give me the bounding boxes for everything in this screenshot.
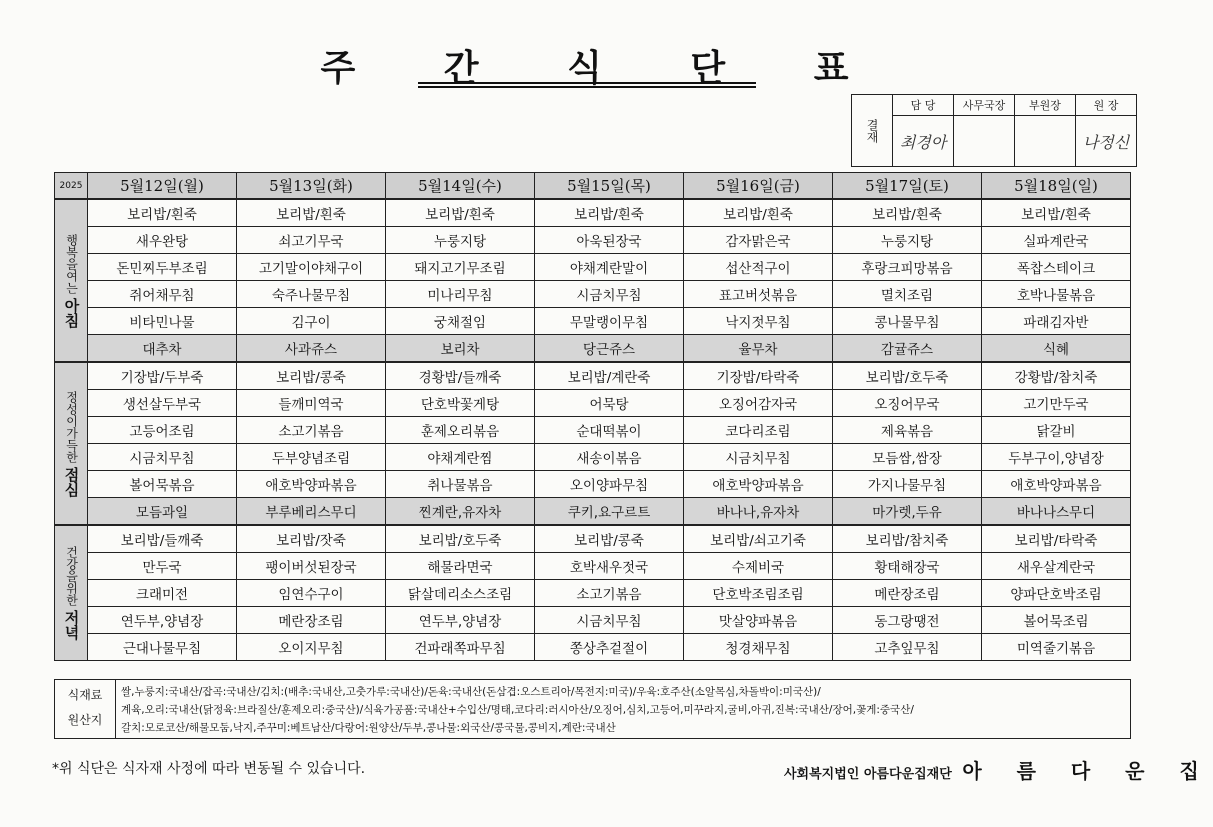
menu-item: 보리밥/잣죽 <box>237 525 386 553</box>
menu-item: 새우완탕 <box>88 227 237 254</box>
origin-label-line: 식재료 <box>67 688 103 702</box>
menu-item: 고등어조림 <box>88 417 237 444</box>
menu-item: 시금치무침 <box>88 444 237 471</box>
breakfast-row <box>55 227 1131 254</box>
menu-item: 훈제오리볶음 <box>386 417 535 444</box>
menu-item: 표고버섯볶음 <box>684 281 833 308</box>
menu-item: 강황밥/참치죽 <box>982 362 1131 390</box>
title-underline <box>418 82 756 84</box>
breakfast-side-item: 식혜 <box>982 335 1131 363</box>
approval-signature <box>954 116 1015 167</box>
menu-item: 메란장조림 <box>237 607 386 634</box>
menu-item: 호박나물볶음 <box>982 281 1131 308</box>
menu-item: 건파래쪽파무침 <box>386 634 535 661</box>
menu-item: 실파계란국 <box>982 227 1131 254</box>
menu-item: 제육볶음 <box>833 417 982 444</box>
menu-item: 폭찹스테이크 <box>982 254 1131 281</box>
menu-item: 멸치조림 <box>833 281 982 308</box>
menu-item: 두부구이,양념장 <box>982 444 1131 471</box>
menu-item: 야채계란말이 <box>535 254 684 281</box>
menu-item: 시금치무침 <box>535 281 684 308</box>
lunch-row <box>55 498 1131 526</box>
menu-item: 시금치무침 <box>684 444 833 471</box>
menu-item: 야채계란찜 <box>386 444 535 471</box>
approval-role: 부원장 <box>1015 95 1076 116</box>
organization-name <box>784 755 1213 784</box>
menu-item: 청경채무침 <box>684 634 833 661</box>
breakfast-side-item: 율무차 <box>684 335 833 363</box>
menu-item: 새우살계란국 <box>982 553 1131 580</box>
day-header: 5월14일(수) <box>386 173 535 200</box>
menu-item: 팽이버섯된장국 <box>237 553 386 580</box>
menu-item: 애호박양파볶음 <box>237 471 386 498</box>
menu-item: 궁채절임 <box>386 308 535 335</box>
menu-item: 애호박양파볶음 <box>684 471 833 498</box>
menu-item: 보리밥/콩죽 <box>535 525 684 553</box>
menu-item: 쥐어채무침 <box>88 281 237 308</box>
menu-item: 누룽지탕 <box>833 227 982 254</box>
lunch-row <box>55 390 1131 417</box>
menu-item: 두부양념조림 <box>237 444 386 471</box>
menu-item: 새송이볶음 <box>535 444 684 471</box>
menu-item: 보리밥/계란죽 <box>535 362 684 390</box>
menu-item: 오징어감자국 <box>684 390 833 417</box>
menu-item: 동그랑땡전 <box>833 607 982 634</box>
menu-item: 호박새우젓국 <box>535 553 684 580</box>
menu-item: 들깨미역국 <box>237 390 386 417</box>
menu-item: 기장밥/타락죽 <box>684 362 833 390</box>
menu-item: 보리밥/콩죽 <box>237 362 386 390</box>
menu-item: 쫑상추겉절이 <box>535 634 684 661</box>
day-header: 5월17일(토) <box>833 173 982 200</box>
menu-item: 코다리조림 <box>684 417 833 444</box>
day-header: 5월13일(화) <box>237 173 386 200</box>
menu-item: 낙지젓무침 <box>684 308 833 335</box>
lunch-side-item: 바나나스무디 <box>982 498 1131 526</box>
menu-item: 어묵탕 <box>535 390 684 417</box>
menu-item: 애호박양파볶음 <box>982 471 1131 498</box>
signature-director: 나정신 <box>1082 132 1130 152</box>
dinner-label-big: 저녁 <box>62 610 81 640</box>
lunch-row <box>55 444 1131 471</box>
menu-item: 닭살데리소스조림 <box>386 580 535 607</box>
menu-item: 보리밥/흰죽 <box>386 199 535 227</box>
dinner-row <box>55 634 1131 661</box>
menu-item: 보리밥/들깨죽 <box>88 525 237 553</box>
origin-line: 계육,오리:국내산(닭정육:브라질산/훈제오리:중국산)/식육가공품:국내산+수입산/명태,코다리:러시아산/오징어,심치,고등어,미꾸라지,굴비,아귀,진복:국내산/장어,꽃게:중국산/ <box>121 704 914 716</box>
menu-item: 볼어묵볶음 <box>88 471 237 498</box>
dinner-row <box>55 525 1131 553</box>
menu-item: 양파단호박조림 <box>982 580 1131 607</box>
menu-item: 보리밥/호두죽 <box>386 525 535 553</box>
menu-item: 고추잎무침 <box>833 634 982 661</box>
day-header: 5월16일(금) <box>684 173 833 200</box>
menu-item: 아욱된장국 <box>535 227 684 254</box>
menu-item: 황태해장국 <box>833 553 982 580</box>
menu-item: 비타민나물 <box>88 308 237 335</box>
menu-item: 순대떡볶이 <box>535 417 684 444</box>
menu-item: 고기말이야채구이 <box>237 254 386 281</box>
lunch-side-item: 쿠키,요구르트 <box>535 498 684 526</box>
day-header: 5월12일(월) <box>88 173 237 200</box>
lunch-row <box>55 417 1131 444</box>
menu-item: 시금치무침 <box>535 607 684 634</box>
breakfast-side-item: 감귤쥬스 <box>833 335 982 363</box>
menu-item: 돈민찌두부조림 <box>88 254 237 281</box>
lunch-side-item: 모듬과일 <box>88 498 237 526</box>
lunch-side-item: 부루베리스무디 <box>237 498 386 526</box>
organization-prefix: 사회복지법인 아름다운집재단 <box>784 767 952 782</box>
menu-item: 모듬쌈,쌈장 <box>833 444 982 471</box>
menu-item: 맛살양파볶음 <box>684 607 833 634</box>
breakfast-label-big: 아침 <box>62 297 81 328</box>
menu-item: 누룽지탕 <box>386 227 535 254</box>
menu-item: 보리밥/흰죽 <box>982 199 1131 227</box>
menu-item: 보리밥/참치죽 <box>833 525 982 553</box>
origin-label <box>55 680 116 738</box>
approval-role: 원 장 <box>1076 95 1137 116</box>
menu-item: 닭갈비 <box>982 417 1131 444</box>
menu-item: 임연수구이 <box>237 580 386 607</box>
lunch-label <box>55 362 88 525</box>
signature-staff: 최경아 <box>899 132 947 152</box>
page-title: 주 간 식 단 표 <box>320 48 887 89</box>
lunch-side-item: 마가렛,두유 <box>833 498 982 526</box>
ingredient-origin-box <box>54 679 1131 739</box>
breakfast-side-item: 사과쥬스 <box>237 335 386 363</box>
menu-item: 보리밥/흰죽 <box>88 199 237 227</box>
approval-row-label: 결재 <box>852 95 893 167</box>
menu-item: 보리밥/흰죽 <box>684 199 833 227</box>
menu-item: 취나물볶음 <box>386 471 535 498</box>
origin-line: 쌀,누룽지:국내산/잡곡:국내산/김치:(배추:국내산,고춧가루:국내산)/돈육:국내산(돈삼겹:오스트리아/목전지:미국)/우육:호주산(소알목심,차돌박이:미국산)/ <box>121 686 821 698</box>
year-label: 2025 <box>55 173 88 200</box>
menu-item: 오이지무침 <box>237 634 386 661</box>
breakfast-row <box>55 199 1131 227</box>
menu-change-notice: *위 식단은 식자재 사정에 따라 변동될 수 있습니다. <box>52 761 366 777</box>
menu-item: 메란장조림 <box>833 580 982 607</box>
dinner-row <box>55 607 1131 634</box>
menu-item: 볼어묵조림 <box>982 607 1131 634</box>
organization-title: 아 름 다 운 집 <box>962 759 1213 783</box>
menu-item: 보리밥/흰죽 <box>535 199 684 227</box>
menu-item: 가지나물무침 <box>833 471 982 498</box>
menu-item: 생선살두부국 <box>88 390 237 417</box>
menu-item: 단호박꽃게탕 <box>386 390 535 417</box>
dinner-row <box>55 553 1131 580</box>
title-underline-second <box>418 86 756 88</box>
approval-signature <box>1076 116 1137 167</box>
breakfast-row <box>55 308 1131 335</box>
weekly-menu-table <box>54 172 1131 661</box>
menu-item: 보리밥/호두죽 <box>833 362 982 390</box>
menu-item: 김구이 <box>237 308 386 335</box>
lunch-side-item: 바나나,유자차 <box>684 498 833 526</box>
menu-item: 근대나물무침 <box>88 634 237 661</box>
menu-item: 보리밥/타락죽 <box>982 525 1131 553</box>
origin-lines <box>121 683 914 737</box>
menu-item: 보리밥/흰죽 <box>833 199 982 227</box>
origin-line: 갈치:모로코산/해물모둠,낙지,주꾸미:베트남산/다랑어:원양산/두부,콩나물:외국산/콩국물,콩비지,계란:국내산 <box>121 722 616 734</box>
breakfast-row <box>55 335 1131 363</box>
menu-item: 오징어무국 <box>833 390 982 417</box>
menu-item: 파래김자반 <box>982 308 1131 335</box>
menu-item: 미역줄기볶음 <box>982 634 1131 661</box>
menu-item: 소고기볶음 <box>535 580 684 607</box>
approval-box <box>851 94 1137 167</box>
approval-role: 담 당 <box>893 95 954 116</box>
lunch-row <box>55 362 1131 390</box>
menu-item: 보리밥/흰죽 <box>237 199 386 227</box>
menu-item: 기장밥/두부죽 <box>88 362 237 390</box>
menu-item: 보리밥/쇠고기죽 <box>684 525 833 553</box>
menu-item: 콩나물무침 <box>833 308 982 335</box>
menu-item: 소고기볶음 <box>237 417 386 444</box>
menu-body <box>55 199 1131 661</box>
menu-item: 미나리무침 <box>386 281 535 308</box>
day-header-row <box>55 173 1131 200</box>
menu-item: 연두부,양념장 <box>88 607 237 634</box>
menu-item: 해물라면국 <box>386 553 535 580</box>
breakfast-side-item: 대추차 <box>88 335 237 363</box>
lunch-row <box>55 471 1131 498</box>
approval-signature <box>1015 116 1076 167</box>
menu-item: 쇠고기무국 <box>237 227 386 254</box>
breakfast-row <box>55 254 1131 281</box>
menu-item: 무말랭이무침 <box>535 308 684 335</box>
menu-item: 크래미전 <box>88 580 237 607</box>
dinner-label-small: 건강을위한 <box>64 546 79 606</box>
menu-item: 후랑크피망볶음 <box>833 254 982 281</box>
day-header: 5월18일(일) <box>982 173 1131 200</box>
origin-label-line: 원산지 <box>67 713 103 727</box>
lunch-label-big: 점심 <box>62 466 81 497</box>
menu-item: 오이양파무침 <box>535 471 684 498</box>
breakfast-side-item: 보리차 <box>386 335 535 363</box>
approval-signature <box>893 116 954 167</box>
approval-role: 사무국장 <box>954 95 1015 116</box>
lunch-side-item: 찐계란,유자차 <box>386 498 535 526</box>
breakfast-label-small: 행복을여는 <box>64 233 79 294</box>
breakfast-side-item: 당근쥬스 <box>535 335 684 363</box>
menu-item: 경황밥/들깨죽 <box>386 362 535 390</box>
menu-item: 연두부,양념장 <box>386 607 535 634</box>
breakfast-label <box>55 199 88 362</box>
dinner-label <box>55 525 88 661</box>
menu-item: 수제비국 <box>684 553 833 580</box>
menu-item: 돼지고기무조림 <box>386 254 535 281</box>
lunch-label-small: 정성이가득한 <box>64 390 79 463</box>
menu-item: 고기만두국 <box>982 390 1131 417</box>
breakfast-row <box>55 281 1131 308</box>
menu-item: 만두국 <box>88 553 237 580</box>
day-header: 5월15일(목) <box>535 173 684 200</box>
menu-item: 섭산적구이 <box>684 254 833 281</box>
menu-item: 숙주나물무침 <box>237 281 386 308</box>
menu-item: 감자맑은국 <box>684 227 833 254</box>
dinner-row <box>55 580 1131 607</box>
menu-item: 단호박조림조림 <box>684 580 833 607</box>
